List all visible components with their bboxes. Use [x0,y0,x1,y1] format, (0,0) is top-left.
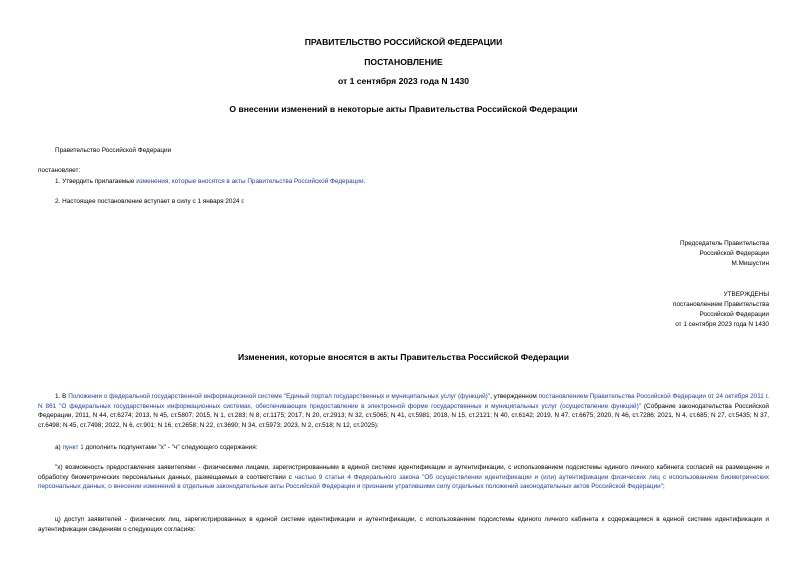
signature-name: М.Мишустин [731,260,769,267]
approval-country: Российской Федерации [699,311,769,318]
paragraph-2-a: а) [55,444,63,451]
government-heading: ПРАВИТЕЛЬСТВО РОССИЙСКОЙ ФЕДЕРАЦИИ [304,37,503,47]
paragraph-1-b: , утвержденном [490,393,539,400]
paragraph-1-c: (Собрание законодательства Российской Федерации, 2011, N 44, ст.6274; 2013, N 45, ст.5807; 2015, N 1, ст.283; N 8, ст.1175; 2017, N 20, ст.2913; N 32, ст.5065; N 41, ст.5981; 2018, N 15, ст.2121; N 40, ст.6142; 2019, N 47, ст.6675; 2020, N 46, ст.7286; 2021, N 4, ст.685; N 27, ст.5435; N 37, ст.6498; N 45, ст.7498; 2022, N 6, ст.901; N 16, ст.2658; N 22, ст.3690; N 34, ст.5973; 2023, N 2, ст.518; N 12, ст.2025): [38,402,769,429]
resolution-861-link[interactable]: постановлением Правительства Российской Федерации от 24 октября 2011 г. N 861 "О федеральных государственных информационных системах, обеспечивающих предоставление в электронной форме государственных и муниципальных услуг (осуществление функций)" [38,393,769,410]
signature-position: Председатель Правительства [680,240,769,247]
item-1-prefix: 1. Утвердить прилагаемые [55,178,137,185]
item-1 [55,177,365,186]
paragraph-2-b: дополнить подпунктами "х" - "ч" следующего содержания: [83,444,258,451]
point-1-link[interactable]: пункт 1 [62,444,84,451]
document-title: О внесении изменений в некоторые акты Правительства Российской Федерации [229,104,578,114]
paragraph-3 [38,463,769,492]
paragraph-2 [55,443,257,452]
approval-label: УТВЕРЖДЕНЫ [723,291,769,298]
decrees-text: постановляет: [38,167,81,174]
document-type: ПОСТАНОВЛЕНИЕ [364,57,443,67]
approval-by: постановлением Правительства [673,301,769,308]
document-date: от 1 сентября 2023 года N 1430 [337,76,470,86]
intro-text: Правительство Российской Федерации [55,147,172,154]
signature-country: Российской Федерации [699,250,769,257]
paragraph-1-a: 1. В [55,393,69,400]
item-2: 2. Настоящее постановление вступает в силу с 1 января 2024 г. [55,198,245,205]
paragraph-1 [38,392,769,430]
changes-title: Изменения, которые вносятся в акты Правительства Российской Федерации [237,352,569,362]
changes-link[interactable]: изменения, которые вносятся в акты Правительства Российской Федерации [136,178,364,185]
paragraph-3-b: ; [663,483,665,491]
paragraph-3-a: "х) возможность предоставления заявителями - физическими лицами, зарегистрированными в единой системе идентификации и аутентификации, с использованием подсистемы единого личного кабинета согласий на размещение и обработку биометрических персональных данных, размещаемых в соответствии с [38,464,769,481]
federal-law-link[interactable]: частью 9 статьи 4 Федерального закона "Об осуществлении идентификации и (или) аутентификации физических лиц с использованием биометрических персональных данных, о внесении изменений в отдельные законодательные акты Российской Федерации и признании утратившими силу отдельных положений законодательных актов Российской Федерации" [38,473,770,491]
paragraph-4: ц) доступ заявителей - физических лиц, зарегистрированных в единой системе идентификации и аутентификации, с использованием подсистемы единого личного кабинета к содержащимся в единой системе идентификации и аутентификации сведениям о следующих согласиях: [38,516,769,533]
item-1-suffix: . [363,178,366,185]
approval-date: от 1 сентября 2023 года N 1430 [675,321,769,328]
portal-regulation-link[interactable]: Положении о федеральной государственной информационной системе "Единый портал государственных и муниципальных услуг (функций)" [68,393,491,400]
